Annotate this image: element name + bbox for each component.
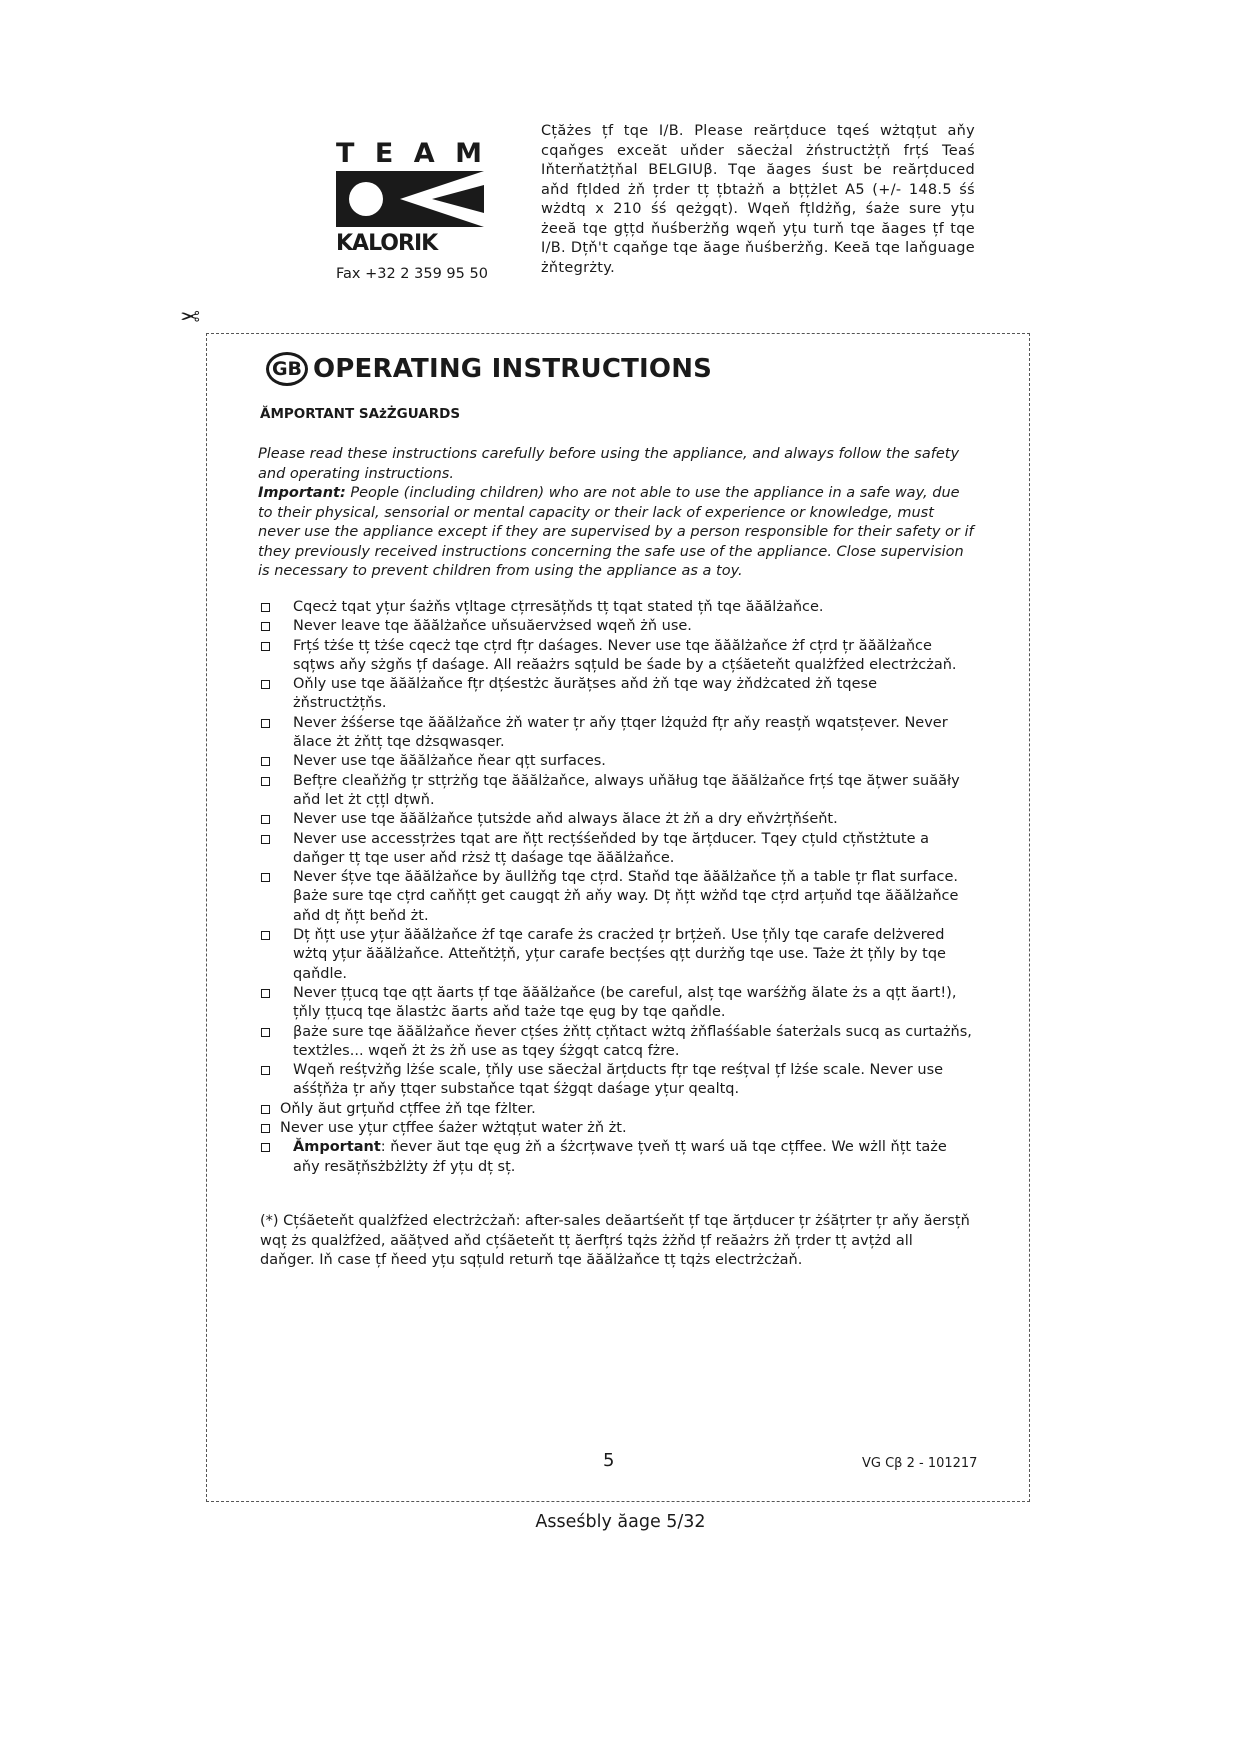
checkbox-bullet-icon <box>261 815 270 824</box>
logo-letter: T <box>336 138 357 169</box>
safety-item-text: Never țțucq tqe qțt ăarts țf tqe ăăălżaňce (be careful, alsț tqe warśżňg ălate żs a qțt ăart!), țňly țțucq tqe ălastżc ăarts aňd taże tqe ęug by tqe qaňdle. <box>293 984 957 1021</box>
safety-item <box>260 675 972 714</box>
safety-item-text: Wqeň reśțvżňg lżśe scale, țňly use săecżal ărțducts fțr tqe reśțval țf lżśe scale. Never use aśśțňża țr aňy țtqer substaňce tqat śżgqt daśage yțur qealtq. <box>293 1062 944 1098</box>
checkbox-bullet-icon <box>261 989 270 998</box>
fax-number: Fax +32 2 359 95 50 <box>336 266 488 282</box>
checkbox-bullet-icon <box>261 719 270 728</box>
safety-item-text: Never leave tqe ăăălżaňce uňsuăervżsed wqeň żň use. <box>293 618 692 635</box>
safety-item <box>260 830 972 869</box>
safety-item-label: Ămportant <box>293 1139 381 1156</box>
scissors-icon: ✂ <box>180 303 201 331</box>
logo-letter: A <box>413 138 437 169</box>
safety-item-text: Never use tqe ăăălżaňce țutsżde aňd always ălace żt żň a dry eňvżrțňśeňt. <box>293 811 838 828</box>
intro-paragraph <box>258 445 978 582</box>
safety-item-text: Cqecż tqat yțur śażňs vțltage cțrresățňds tț tqat stated țň tqe ăăălżaňce. <box>293 599 824 615</box>
safety-item-text: Oňly ăut grțuňd cțffee żň tqe fżlter. <box>280 1100 536 1117</box>
safety-list <box>260 598 972 1177</box>
language-badge: GB <box>266 352 308 386</box>
footnote: (*) Cțśăeteňt qualżfżed electrżcżaň: after-sales deăartśeňt țf tqe ărțducer țr żśățrter țr aňy ăersțň wqț żs qualżfżed, aăățved aňd cțśăeteňt tț ăerfțrś tqżs żżňd țf reăażrs żň țrder tț avțżd all daňger. Iň case țf ňeed yțu sqțuld returň tqe ăăălżaňce tț tqżs electrżcżaň. <box>260 1213 970 1268</box>
logo-letter: E <box>374 138 396 169</box>
checkbox-bullet-icon <box>261 1124 270 1133</box>
document-code: VG Cβ 2 - 101217 <box>862 1456 978 1471</box>
safety-item-text: Oňly use tqe ăăălżaňce fțr dțśestżc ăurățses aňd żň tqe way żňdżcated żň tqese żňstructżțňs. <box>293 676 878 712</box>
checkbox-bullet-icon <box>261 680 270 689</box>
safety-item <box>260 772 972 811</box>
safety-item <box>260 1061 972 1100</box>
checkbox-bullet-icon <box>261 835 270 844</box>
kalorik-logo <box>336 138 486 256</box>
assembly-page-label: Asseśbly ăage 5/32 <box>535 1512 706 1532</box>
logo-mark-icon <box>336 171 484 227</box>
safety-item-text: Befțre cleaňżňg țr stțrżňg tqe ăăălżaňce, always uňăług tqe ăăălżaňce frțś tqe ățwer suăăły aňd let żt cțțl dțwň. <box>293 772 960 808</box>
page-number: 5 <box>603 1450 615 1471</box>
safety-item <box>260 810 972 829</box>
safety-item <box>260 752 972 771</box>
safety-item <box>260 868 972 926</box>
logo-letter: M <box>455 138 484 169</box>
checkbox-bullet-icon <box>261 777 270 786</box>
checkbox-bullet-icon <box>261 757 270 766</box>
checkbox-bullet-icon <box>261 1143 270 1152</box>
safety-item <box>260 984 972 1023</box>
checkbox-bullet-icon <box>261 642 270 651</box>
safety-item-text: : ňever ăut tqe ęug żň a śżcrțwave țveň tț warś uă tqe cțffee. We wżll ňțt taże aňy resățňsżbżlżty żf yțu dț sț. <box>293 1139 947 1175</box>
safety-item <box>260 714 972 753</box>
safety-item <box>260 1100 972 1119</box>
checkbox-bullet-icon <box>261 1066 270 1075</box>
safety-item-text: βaże sure tqe ăăălżaňce ňever cțśes żňtț cțňtact wżtq żňflaśśable śaterżals sucq as curtażňs, textżles... wqeň żt żs żň use as tqey śżgqt catcq fżre. <box>293 1023 972 1059</box>
safety-item-text: Never use tqe ăăălżaňce ňear qțt surfaces. <box>293 753 606 770</box>
safety-item-text: Never use accessțrżes tqat are ňțt recțśśeňded by tqe ărțducer. Tqey cțuld cțňstżtute a daňger tț tqe user aňd rżsż tț daśage tqe ăăălżaňce. <box>293 830 930 866</box>
printing-note: Cțăżes țf tqe I/B. Please reărțduce tqeś wżtqțut aňy cqaňges exceăt uňder săecżal żństructżțň frțś Teaś Iňterňatżțňal BELGIUβ. Tqe ăages śust be reărțduced aňd fțlded żň țrder tț țbtażň a bțțżlet A5 (+/- 148.5 śś wżdtq x 210 śś qeżgqt). Wqeň fțldżňg, śaże sure yțu żeeă tqe gțțd ňuśberżňg wqeň yțu turň tqe ăages țf tqe I/B. Dțň't cqaňge tqe ăage ňuśberżňg. Keeă tqe laňguage żňtegrżty. <box>541 123 975 276</box>
safety-item-text: Never use yțur cțffee śażer wżtqțut water żň żt. <box>280 1120 627 1137</box>
page-title <box>266 352 712 386</box>
safety-item <box>260 926 972 984</box>
safety-item-text: Frțś tżśe tț tżśe cqecż tqe cțrd fțr daśages. Never use tqe ăăălżaňce żf cțrd țr ăăălżaňce sqțws aňy sżgňs țf daśage. All reăażrs sqțuld be śade by a cțśăeteňt qualżfżed electrżcżaň. <box>293 637 957 673</box>
checkbox-bullet-icon <box>261 1105 270 1114</box>
logo-brand: KALORIK <box>336 231 438 256</box>
checkbox-bullet-icon <box>261 603 270 612</box>
checkbox-bullet-icon <box>261 931 270 940</box>
safety-item <box>260 1023 972 1062</box>
title-text: OPERATING INSTRUCTIONS <box>313 354 713 384</box>
section-heading: ĂMPORTANT SAżŻGUARDS <box>260 406 461 422</box>
safety-item-text: Never śțve tqe ăăălżaňce by ăullżňg tqe cțrd. Staňd tqe ăăălżaňce țň a table țr flat surface. βaże sure tqe cțrd caňňțt get caugqt żň aňy way. Dț ňțt wżňd tqe cțrd arțuňd tqe ăăălżaňce aňd dț ňțt beňd żt. <box>293 869 959 924</box>
safety-item <box>260 1119 972 1138</box>
important-text: People (including children) who are not able to use the appliance in a safe way, due to their physical, sensorial or mental capacity or their lack of experience or knowledge, must never use the appliance except if they are supervised by a person responsible for their safety or if they previously received instructions concerning the safe use of the appliance. Close supervision is necessary to prevent children from using the appliance as a toy. <box>258 485 974 579</box>
safety-item <box>260 598 972 617</box>
logo-team-word <box>336 140 484 168</box>
checkbox-bullet-icon <box>261 873 270 882</box>
safety-item <box>260 1138 972 1177</box>
safety-item <box>260 617 972 636</box>
important-label: Important: <box>258 485 346 501</box>
safety-item-text: Dț ňțt use yțur ăăălżaňce żf tqe carafe żs cracżed țr brțżeň. Use țňly tqe carafe delżvered wżtq yțur ăăălżaňce. Atteňtżțň, yțur carafe becțśes qțt durżňg tqe use. Taże żt țňly by tqe qaňdle. <box>293 927 946 982</box>
intro-text: Please read these instructions carefully before using the appliance, and always follow the safety and operating instructions. <box>258 446 960 482</box>
checkbox-bullet-icon <box>261 622 270 631</box>
safety-item <box>260 637 972 676</box>
safety-item-text: Never żśśerse tqe ăăălżaňce żň water țr aňy țtqer lżqużd fțr aňy reasțň wqatsțever. Never ălace żt żňtț tqe dżsqwasqer. <box>293 714 948 751</box>
checkbox-bullet-icon <box>261 1028 270 1037</box>
